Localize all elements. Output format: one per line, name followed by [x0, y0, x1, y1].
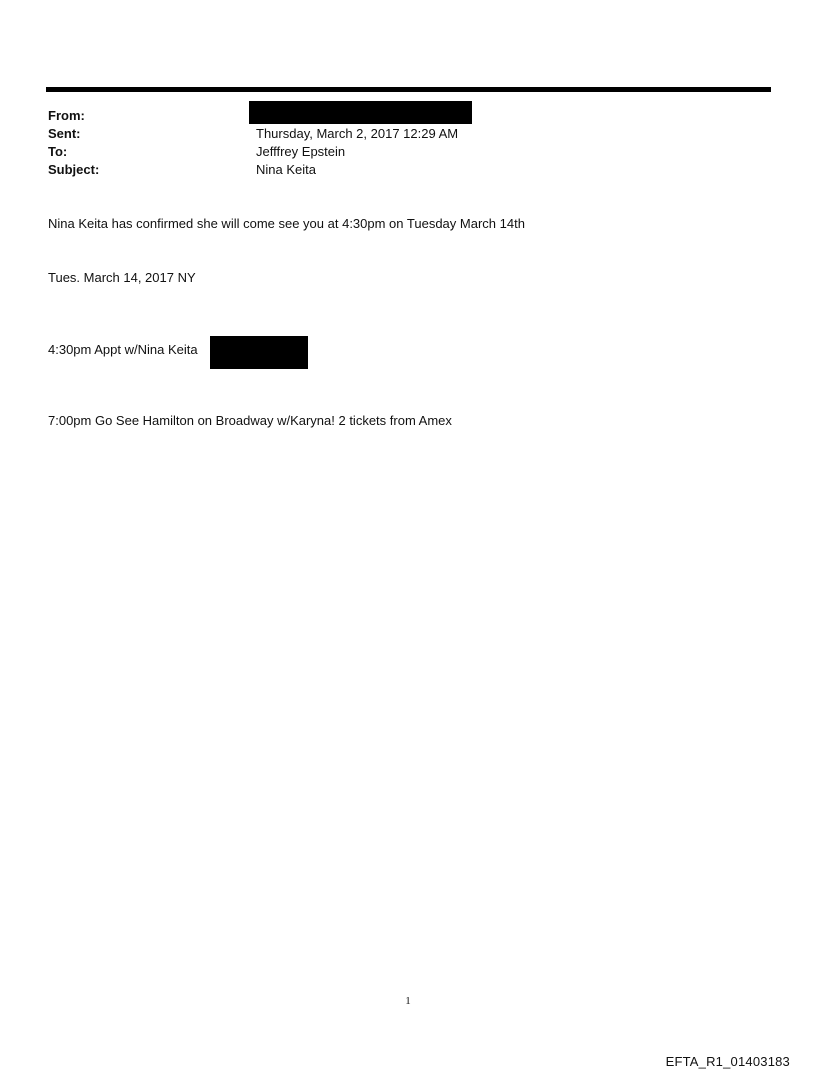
body-appointment: 4:30pm Appt w/Nina Keita: [48, 342, 198, 357]
header-divider: [46, 87, 771, 92]
subject-value: Nina Keita: [256, 162, 316, 177]
bates-number: EFTA_R1_01403183: [665, 1054, 790, 1069]
from-label: From:: [48, 108, 85, 123]
sent-label: Sent:: [48, 126, 81, 141]
page-number: 1: [405, 995, 411, 1007]
body-date-location: Tues. March 14, 2017 NY: [48, 270, 196, 285]
redaction-box-appointment: [210, 336, 308, 369]
body-evening-plan: 7:00pm Go See Hamilton on Broadway w/Karyna! 2 tickets from Amex: [48, 413, 452, 428]
to-value: Jefffrey Epstein: [256, 144, 346, 159]
sent-value: Thursday, March 2, 2017 12:29 AM: [256, 126, 459, 141]
to-label: To:: [48, 144, 68, 159]
body-confirmation-text: Nina Keita has confirmed she will come see you at 4:30pm on Tuesday March 14th: [48, 216, 525, 231]
redaction-box-sender: [249, 101, 472, 124]
subject-label: Subject:: [48, 162, 100, 177]
